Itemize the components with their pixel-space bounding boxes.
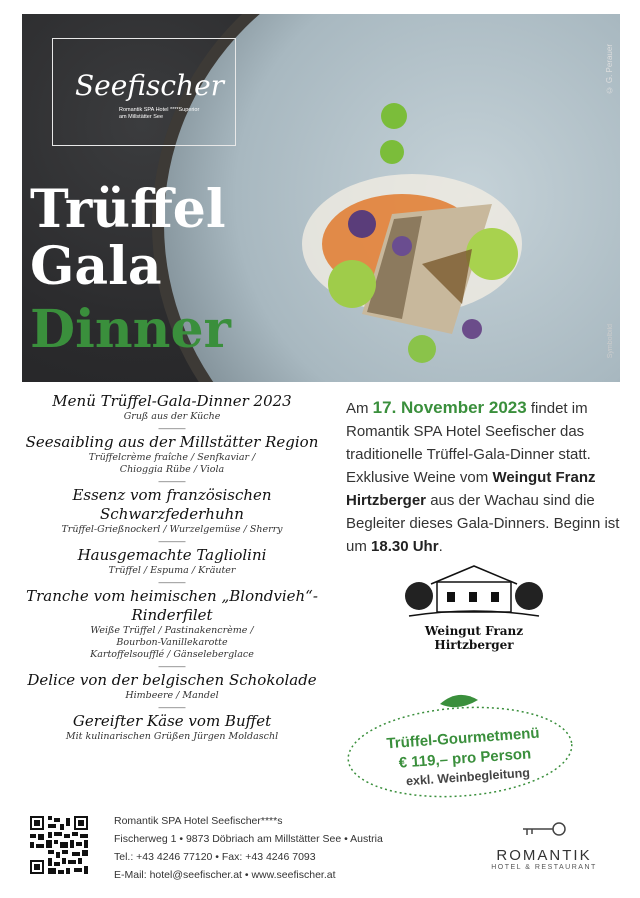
hero-image [22,14,620,382]
photo-credit: © G. Perauer [605,44,614,95]
course-name: Gereifter Käse vom Buffet [72,712,272,730]
romantik-name: ROMANTIK [496,847,592,864]
course-line: Himbeere / Mandel [125,690,219,701]
separator: ——— [158,702,186,712]
logo-frame [52,38,236,146]
qr-code-icon [30,816,88,874]
romantik-sub: HOTEL & RESTAURANT [491,864,597,871]
logo-sub-1: Romantik SPA Hotel ****Superior [119,107,200,113]
stamp-price: € 119,– pro Person [398,745,532,772]
course-name: Tranche vom heimischen „Blondvieh“-Rinderfilet [26,587,318,624]
start-time: 18.30 Uhr [371,538,439,555]
separator: ——— [158,661,186,671]
hotel-name: Romantik SPA Hotel Seefischer****s [114,815,283,827]
herb-dot-2 [380,140,404,164]
intro-part: . [438,538,443,555]
menu-list [22,392,322,743]
romanesco-2 [466,228,518,280]
romantik-logo [484,820,604,871]
separator: ——— [158,476,186,486]
potato-3 [462,319,482,339]
hotel-contact [114,812,383,884]
key-icon [519,820,569,838]
event-date: 17. November 2023 [372,398,527,417]
intro-text [346,396,621,558]
separator: ——— [158,423,186,433]
course-line: Trüffel-Grießnockerl / Wurzelgemüse / Sherry [61,524,283,535]
course-line: Bourbon-Vanillekarotte [116,637,228,648]
potato-1 [348,210,376,238]
course-line: Weiße Trüffel / Pastinakencrème / [90,625,254,636]
stamp-title: Trüffel-Gourmetmenü [385,724,541,753]
romanesco-1 [328,260,376,308]
title-dinner: Dinner [30,299,231,360]
course-name: Essenz vom französischen Schwarzfederhuhn [72,486,272,523]
course-line: Mit kulinarischen Grüßen Jürgen Moldaschl [65,731,279,742]
course-name: Delice von der belgischen Schokolade [27,671,317,689]
stamp-note: exkl. Weinbegleitung [405,765,531,789]
hotel-phone: Tel.: +43 4246 77120 • Fax: +43 4246 7093 [114,851,316,863]
course-line: Trüffelcrème fraîche / Senfkaviar / [88,452,256,463]
hotel-address: Fischerweg 1 • 9873 Döbriach am Millstätter See • Austria [114,833,383,845]
menu-title: Menü Trüffel-Gala-Dinner 2023 [52,392,292,410]
separator: ——— [158,536,186,546]
title-gala: Gala [30,236,162,297]
symbol-label: Symbolbild [607,324,614,359]
menu-greeting: Gruß aus der Küche [123,411,221,422]
logo-sub-2: am Millstätter See [119,114,164,120]
hotel-email-web: E-Mail: hotel@seefischer.at • www.seefischer.at [114,869,336,881]
logo-subtitle [119,107,199,121]
course-name: Seesaibling aus der Millstätter Region [25,433,319,451]
logo-name: Seefischer [75,69,225,102]
course-line: Chioggia Rübe / Viola [119,464,225,475]
herb-dot-1 [381,103,407,129]
course-name: Hausgemachte Tagliolini [77,546,267,564]
leaf-icon [440,695,478,707]
course-line: Trüffel / Espuma / Kräuter [108,565,236,576]
intro-part: findet im Romantik SPA Hotel Seefischer das traditionelle Trüffel-Gala-Dinner statt. Exklusive Weine vom [346,400,591,486]
winery-house-icon [389,560,559,624]
winery-logo [389,560,559,652]
intro-part: aus der Wachau sind die Begleiter dieses Gala-Dinners. Beginn ist um [346,492,620,555]
herb-dot-3 [408,335,436,363]
course-line: Kartoffelsoufflé / Gänseleberglace [90,649,254,660]
separator: ——— [158,577,186,587]
title-truffel: Trüffel [30,179,226,240]
winery-mention: Weingut Franz Hirtzberger [346,469,596,509]
potato-2 [392,236,412,256]
winery-name: Weingut Franz Hirtzberger [424,624,524,652]
intro-part: Am [346,400,373,417]
